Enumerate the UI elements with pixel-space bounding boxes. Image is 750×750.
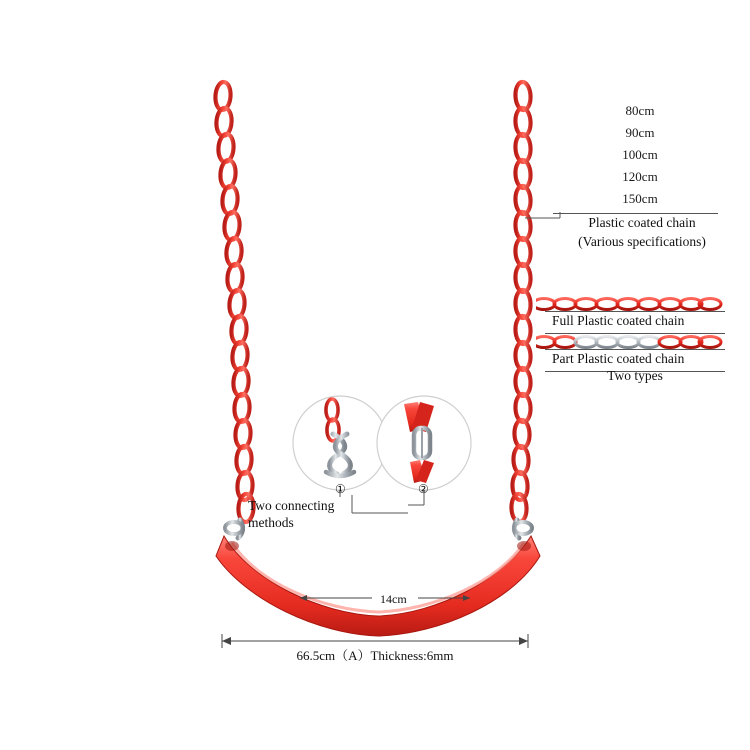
part-coated-chain-sample: [536, 337, 721, 348]
chain-caption-line1: Plastic coated chain: [588, 215, 696, 230]
full-chain-rule-top: [545, 311, 725, 312]
connecting-methods-line1: Two connecting: [248, 498, 335, 513]
right-seat-connector: [514, 520, 532, 538]
chain-length-100: 100cm: [622, 147, 658, 162]
left-seat-connector: [225, 520, 243, 538]
callout-number-one: ①: [335, 482, 346, 496]
overall-dimension-label: 66.5cm（A）Thickness:6mm: [296, 648, 454, 663]
callout-number-two: ②: [418, 482, 429, 496]
part-coated-chain-label: Part Plastic coated chain: [552, 351, 685, 366]
detail-circle-carabiner: [377, 396, 471, 490]
chain-length-150: 150cm: [622, 191, 658, 206]
swing-seat: [216, 536, 540, 636]
two-types-label: Two types: [607, 368, 663, 383]
connecting-methods-line2: methods: [248, 515, 294, 530]
full-coated-chain-label: Full Plastic coated chain: [552, 313, 685, 328]
connecting-methods-label: [248, 497, 353, 531]
seat-width-label: 14cm: [380, 592, 407, 606]
chain-caption-line2: (Various specifications): [578, 234, 706, 249]
chain-length-90: 90cm: [625, 125, 655, 140]
chain-length-80: 80cm: [625, 103, 655, 118]
full-chain-rule-bottom: [545, 333, 725, 334]
full-coated-chain-sample: [536, 299, 721, 310]
chain-length-120: 120cm: [622, 169, 658, 184]
chain-caption: [552, 213, 732, 251]
left-chain: [215, 82, 255, 523]
detail-circle-s-hook: [293, 396, 387, 490]
part-chain-rule-top: [545, 349, 725, 350]
